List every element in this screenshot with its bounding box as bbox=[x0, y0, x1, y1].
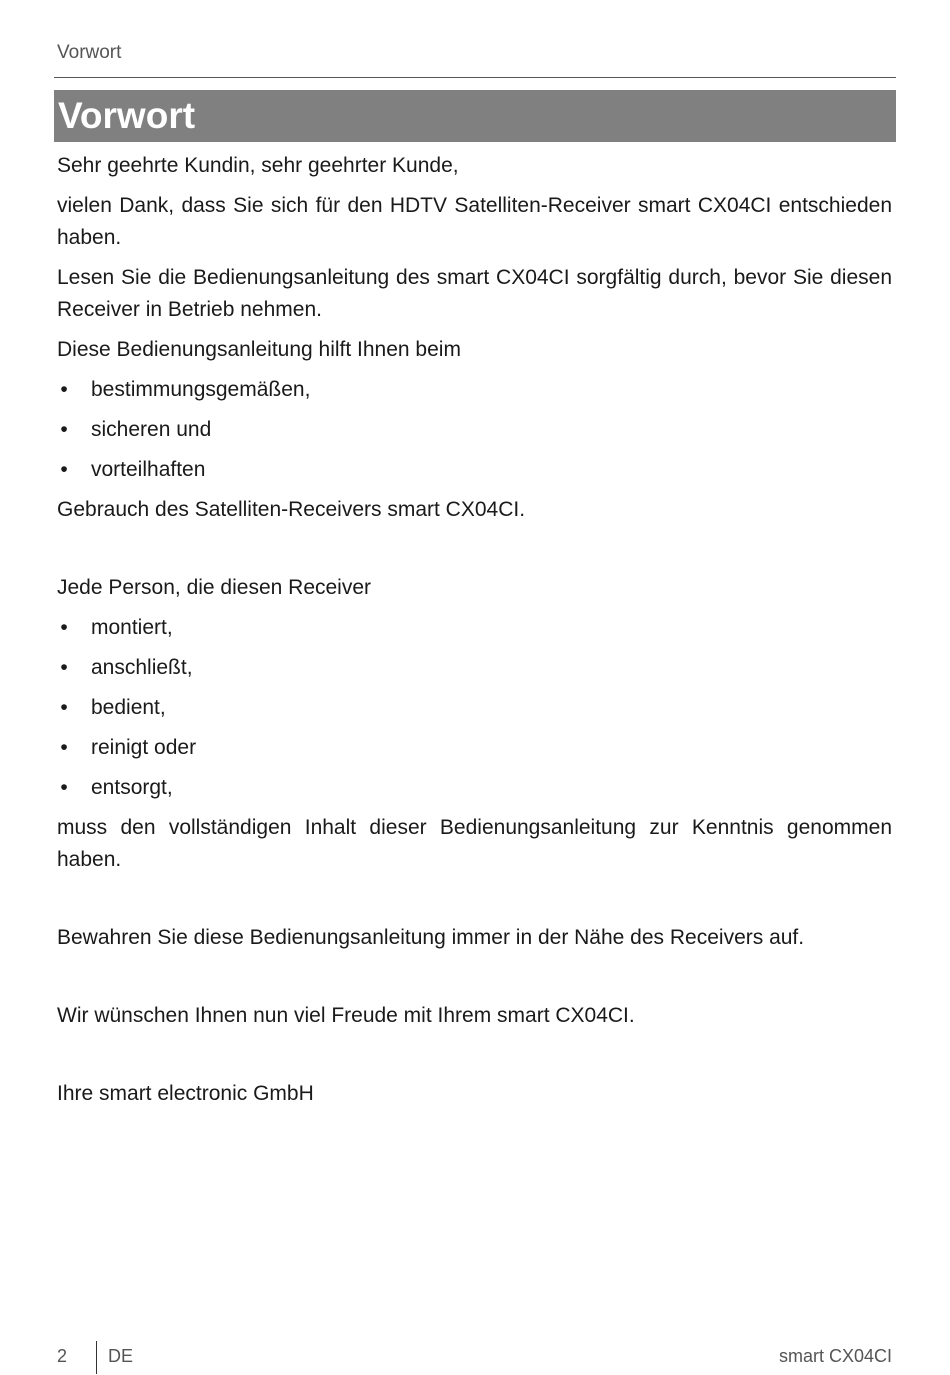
title-bar bbox=[54, 90, 896, 142]
list-item bbox=[57, 652, 892, 684]
list-item-text: vorteilhaften bbox=[91, 458, 206, 481]
paragraph-must-read: muss den vollständigen Inhalt dieser Bedienungsanleitung zur Kenntnis genommen haben. bbox=[57, 816, 892, 871]
list-item bbox=[57, 414, 892, 446]
list-item bbox=[57, 772, 892, 804]
list-item-text: entsorgt, bbox=[91, 776, 173, 799]
bullet-icon: • bbox=[60, 616, 68, 639]
content bbox=[57, 150, 892, 1118]
greeting: Sehr geehrte Kundin, sehr geehrter Kunde, bbox=[57, 154, 459, 177]
bullet-icon: • bbox=[60, 776, 68, 799]
header-divider bbox=[54, 77, 896, 78]
spacer bbox=[57, 534, 892, 572]
spacer bbox=[57, 884, 892, 922]
bullet-icon: • bbox=[60, 378, 68, 401]
list-item bbox=[57, 454, 892, 486]
list-item bbox=[57, 732, 892, 764]
usage-list bbox=[57, 374, 892, 486]
list-item bbox=[57, 612, 892, 644]
page-title: Vorwort bbox=[58, 95, 196, 136]
paragraph-manual-helps: Diese Bedienungsanleitung hilft Ihnen beim bbox=[57, 338, 461, 361]
footer-language: DE bbox=[108, 1346, 134, 1366]
signature: Ihre smart electronic GmbH bbox=[57, 1082, 314, 1105]
bullet-icon: • bbox=[60, 696, 68, 719]
spacer bbox=[57, 1040, 892, 1078]
list-item-text: anschließt, bbox=[91, 656, 193, 679]
spacer bbox=[57, 962, 892, 1000]
paragraph-usage: Gebrauch des Satelliten-Receivers smart CX04CI. bbox=[57, 498, 526, 521]
paragraph-keep-manual: Bewahren Sie diese Bedienungsanleitung immer in der Nähe des Receivers auf. bbox=[57, 926, 805, 949]
bullet-icon: • bbox=[60, 458, 68, 481]
list-item-text: bedient, bbox=[91, 696, 166, 719]
page-number: 2 bbox=[57, 1346, 68, 1366]
list-item-text: reinigt oder bbox=[91, 736, 197, 759]
list-item bbox=[57, 692, 892, 724]
person-list bbox=[57, 612, 892, 804]
bullet-icon: • bbox=[60, 656, 68, 679]
paragraph-read-manual: Lesen Sie die Bedienungsanleitung des smart CX04CI sorgfältig durch, bevor Sie diesen Receiver in Betrieb nehmen. bbox=[57, 266, 892, 321]
list-item-text: sicheren und bbox=[91, 418, 212, 441]
paragraph-every-person: Jede Person, die diesen Receiver bbox=[57, 576, 372, 599]
list-item-text: montiert, bbox=[91, 616, 173, 639]
bullet-icon: • bbox=[60, 736, 68, 759]
paragraph-wishes: Wir wünschen Ihnen nun viel Freude mit Ihrem smart CX04CI. bbox=[57, 1004, 635, 1027]
footer-divider bbox=[96, 1341, 97, 1374]
running-header: Vorwort bbox=[57, 42, 122, 63]
footer-model: smart CX04CI bbox=[778, 1346, 892, 1366]
list-item bbox=[57, 374, 892, 406]
paragraph-thanks: vielen Dank, dass Sie sich für den HDTV Satelliten-Receiver smart CX04CI entschieden haben. bbox=[57, 194, 892, 249]
list-item-text: bestimmungsgemäßen, bbox=[91, 378, 311, 401]
bullet-icon: • bbox=[60, 418, 68, 441]
